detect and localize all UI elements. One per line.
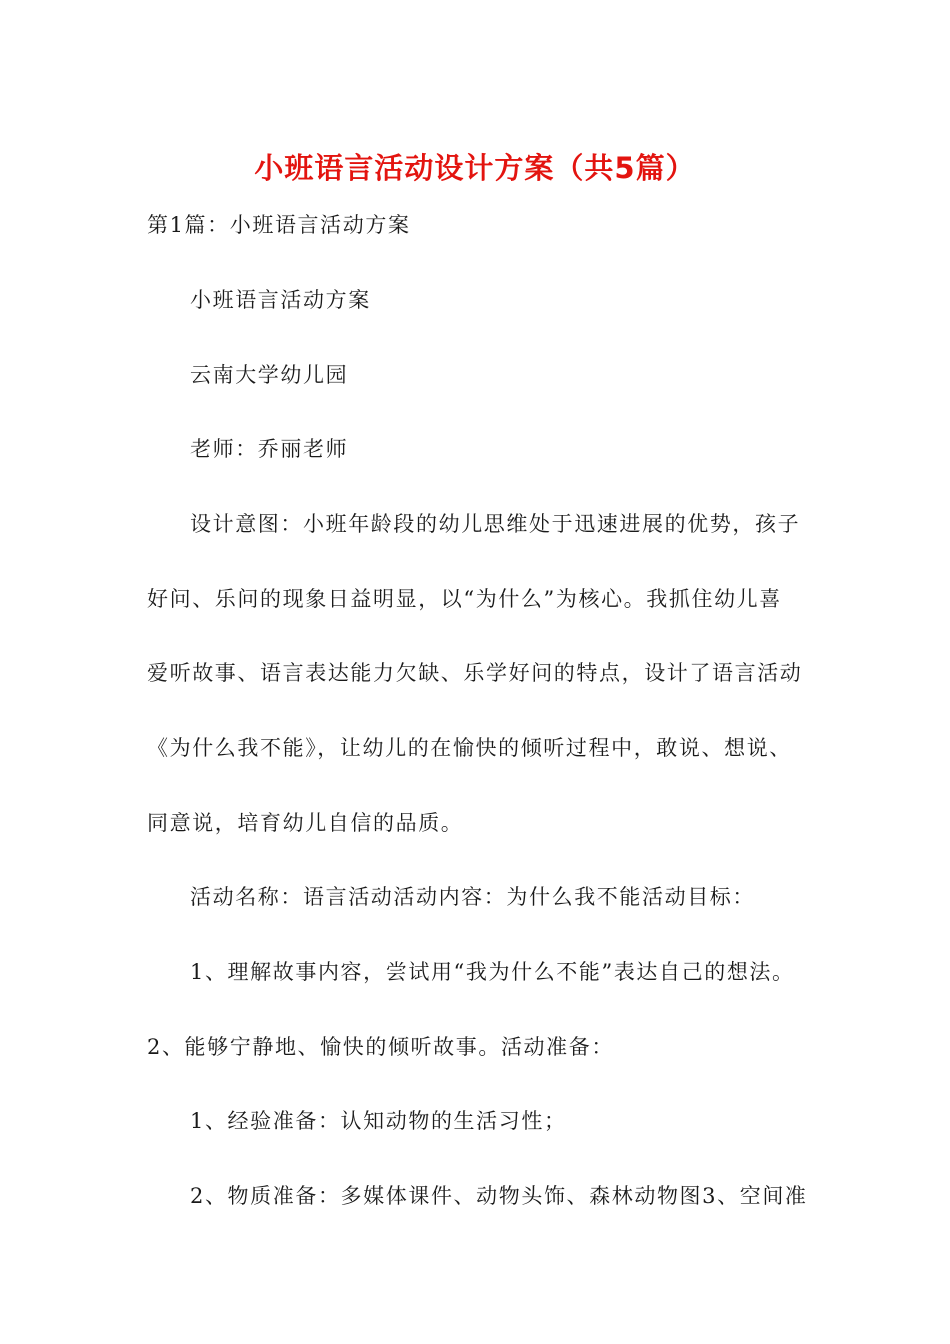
paragraph-line: 设计意图：小班年龄段的幼儿思维处于迅速进展的优势，孩子 bbox=[190, 512, 801, 536]
paragraph-line: 云南大学幼儿园 bbox=[190, 363, 349, 387]
paragraph-line: 同意说，培育幼儿自信的品质。 bbox=[147, 811, 464, 835]
paragraph-line: 1、经验准备：认知动物的生活习性； bbox=[190, 1109, 567, 1133]
paragraph-line: 《为什么我不能》，让幼儿的在愉快的倾听过程中，敢说、想说、 bbox=[147, 736, 792, 760]
paragraph-line: 2、物质准备：多媒体课件、动物头饰、森林动物图3、空间准 bbox=[190, 1184, 808, 1208]
section-heading: 第1篇：小班语言活动方案 bbox=[147, 213, 411, 237]
paragraph-line: 老师：乔丽老师 bbox=[190, 437, 349, 461]
paragraph-line: 2、能够宁静地、愉快的倾听故事。活动准备： bbox=[147, 1035, 614, 1059]
document-title: 小班语言活动设计方案（共5篇） bbox=[254, 151, 696, 185]
paragraph-line: 1、理解故事内容，尝试用“我为什么不能”表达自己的想法。 bbox=[190, 960, 795, 984]
paragraph-line: 爱听故事、语言表达能力欠缺、乐学好问的特点，设计了语言活动 bbox=[147, 661, 803, 685]
paragraph-line: 活动名称：语言活动活动内容：为什么我不能活动目标： bbox=[190, 885, 755, 909]
paragraph-line: 好问、乐问的现象日益明显，以“为什么”为核心。我抓住幼儿喜 bbox=[147, 587, 782, 611]
paragraph-line: 小班语言活动方案 bbox=[190, 288, 371, 312]
